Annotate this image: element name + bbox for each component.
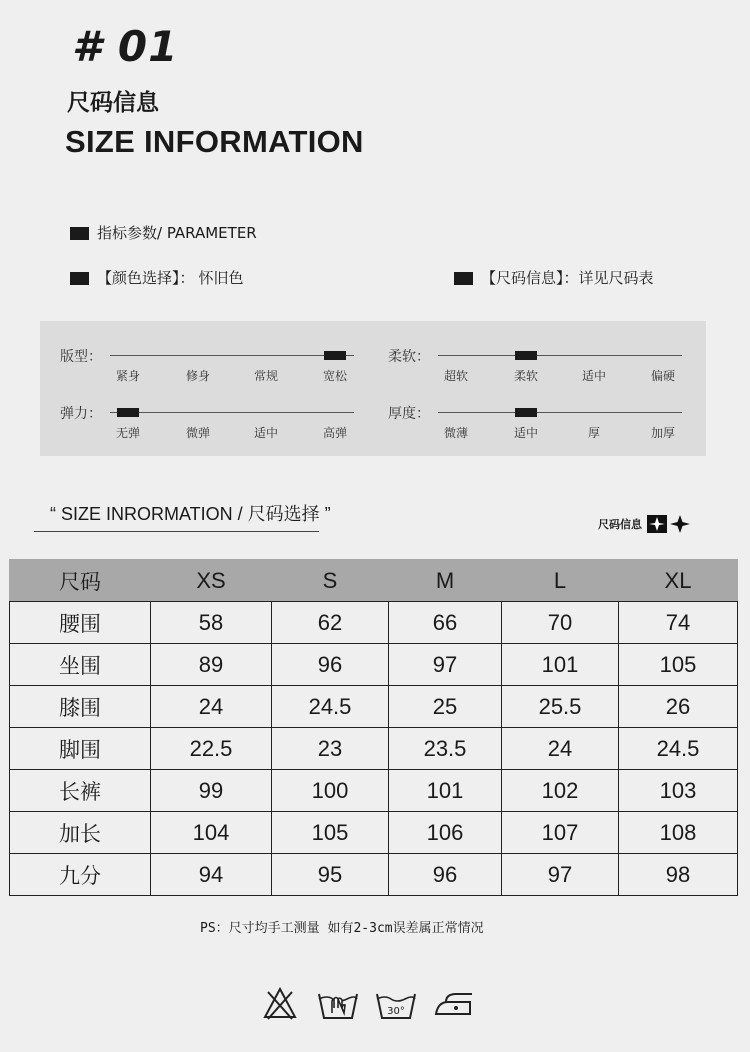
scale-tick: 高弹: [322, 426, 348, 440]
table-row: [10, 728, 738, 770]
scale-tick: 偏硬: [650, 369, 676, 383]
table-cell: 66: [389, 602, 502, 644]
parameter-panel: [40, 321, 706, 456]
scale-tick: 无弹: [115, 426, 141, 440]
svg-text:30°: 30°: [387, 1006, 405, 1017]
scale-elasticity: [60, 403, 370, 453]
iron-icon: [432, 986, 478, 1022]
table-header-cell: XS: [151, 560, 272, 602]
row-label-cell: 膝围: [10, 686, 151, 728]
subheading-underline: [34, 531, 319, 532]
color-value: 怀旧色: [198, 269, 244, 287]
scale-tick: 常规: [253, 369, 279, 383]
table-cell: 58: [151, 602, 272, 644]
color-label: 【颜色选择】: [97, 269, 180, 287]
scale-tick: 宽松: [322, 369, 348, 383]
table-row: [10, 854, 738, 896]
table-cell: 94: [151, 854, 272, 896]
row-label-cell: 腰围: [10, 602, 151, 644]
table-cell: 97: [502, 854, 619, 896]
scale-softness: [388, 346, 698, 396]
table-cell: 24.5: [272, 686, 389, 728]
wash-30-icon: [374, 986, 418, 1022]
scale-marker: [117, 408, 139, 417]
scale-tick: 紧身: [115, 369, 141, 383]
table-cell: 89: [151, 644, 272, 686]
table-row: [10, 770, 738, 812]
scale-line: [110, 412, 354, 413]
scale-label: 弹力：: [60, 406, 102, 422]
color-selection: [70, 267, 244, 288]
table-cell: 74: [619, 602, 738, 644]
table-cell: 103: [619, 770, 738, 812]
row-label-cell: 坐围: [10, 644, 151, 686]
table-cell: 24.5: [619, 728, 738, 770]
table-cell: 99: [151, 770, 272, 812]
table-row: [10, 812, 738, 854]
table-cell: 24: [502, 728, 619, 770]
sparkle-icon: [646, 514, 692, 534]
measurement-note: PS：尺寸均手工测量 如有2-3cm误差属正常情况: [200, 921, 484, 936]
section-number: # 01: [72, 22, 179, 71]
table-cell: 102: [502, 770, 619, 812]
table-cell: 95: [272, 854, 389, 896]
parameter-heading: [70, 222, 257, 243]
row-label-cell: 长裤: [10, 770, 151, 812]
scale-line: [110, 355, 354, 356]
scale-tick: 微薄: [443, 426, 469, 440]
table-cell: 101: [502, 644, 619, 686]
scale-tick: 厚: [587, 426, 601, 440]
scale-label: 厚度：: [388, 406, 430, 422]
table-cell: 106: [389, 812, 502, 854]
badge-text: 尺码信息: [598, 518, 642, 531]
table-header-cell: M: [389, 560, 502, 602]
row-label-cell: 加长: [10, 812, 151, 854]
size-subheading: “ SIZE INRORMATION / 尺码选择 ”: [50, 504, 331, 524]
scale-line: [438, 412, 682, 413]
scale-tick: 修身: [185, 369, 211, 383]
color-separator: ：: [179, 269, 195, 287]
no-bleach-icon: [262, 986, 298, 1022]
scale-tick: 微弹: [185, 426, 211, 440]
table-cell: 107: [502, 812, 619, 854]
table-cell: 101: [389, 770, 502, 812]
table-cell: 96: [389, 854, 502, 896]
row-label-cell: 脚围: [10, 728, 151, 770]
table-cell: 97: [389, 644, 502, 686]
scale-marker: [515, 408, 537, 417]
table-header-cell: XL: [619, 560, 738, 602]
table-cell: 26: [619, 686, 738, 728]
table-cell: 108: [619, 812, 738, 854]
table-row: [10, 644, 738, 686]
size-info: [454, 267, 654, 288]
table-cell: 22.5: [151, 728, 272, 770]
square-bullet-icon: [70, 272, 89, 285]
table-cell: 23: [272, 728, 389, 770]
table-cell: 104: [151, 812, 272, 854]
scale-label: 柔软：: [388, 349, 430, 365]
parameter-label: 指标参数/ PARAMETER: [97, 224, 257, 242]
square-bullet-icon: [454, 272, 473, 285]
scale-tick: 适中: [513, 426, 539, 440]
scale-tick: 柔软: [513, 369, 539, 383]
table-cell: 23.5: [389, 728, 502, 770]
hand-wash-icon: [316, 986, 360, 1022]
scale-tick: 超软: [443, 369, 469, 383]
scale-label: 版型：: [60, 349, 102, 365]
title-chinese: 尺码信息: [67, 90, 159, 116]
scale-line: [438, 355, 682, 356]
title-english: SIZE INFORMATION: [65, 124, 364, 159]
table-row: [10, 602, 738, 644]
table-row: [10, 686, 738, 728]
table-cell: 100: [272, 770, 389, 812]
size-badge: [598, 514, 692, 534]
row-label-cell: 九分: [10, 854, 151, 896]
size-info-label: 【尺码信息】: [481, 269, 564, 287]
size-info-value: ：详见尺码表: [563, 269, 654, 287]
size-table: [9, 559, 738, 896]
table-header-cell: 尺码: [10, 560, 151, 602]
square-bullet-icon: [70, 227, 89, 240]
table-cell: 25.5: [502, 686, 619, 728]
table-cell: 98: [619, 854, 738, 896]
table-cell: 25: [389, 686, 502, 728]
table-header-cell: L: [502, 560, 619, 602]
scale-tick: 适中: [253, 426, 279, 440]
scale-thickness: [388, 403, 698, 453]
table-cell: 105: [272, 812, 389, 854]
scale-tick: 加厚: [650, 426, 676, 440]
table-cell: 62: [272, 602, 389, 644]
scale-marker: [324, 351, 346, 360]
scale-tick: 适中: [581, 369, 607, 383]
table-cell: 96: [272, 644, 389, 686]
table-cell: 24: [151, 686, 272, 728]
table-cell: 70: [502, 602, 619, 644]
scale-marker: [515, 351, 537, 360]
table-header-cell: S: [272, 560, 389, 602]
table-cell: 105: [619, 644, 738, 686]
scale-style: [60, 346, 370, 396]
table-header-row: [10, 560, 738, 602]
